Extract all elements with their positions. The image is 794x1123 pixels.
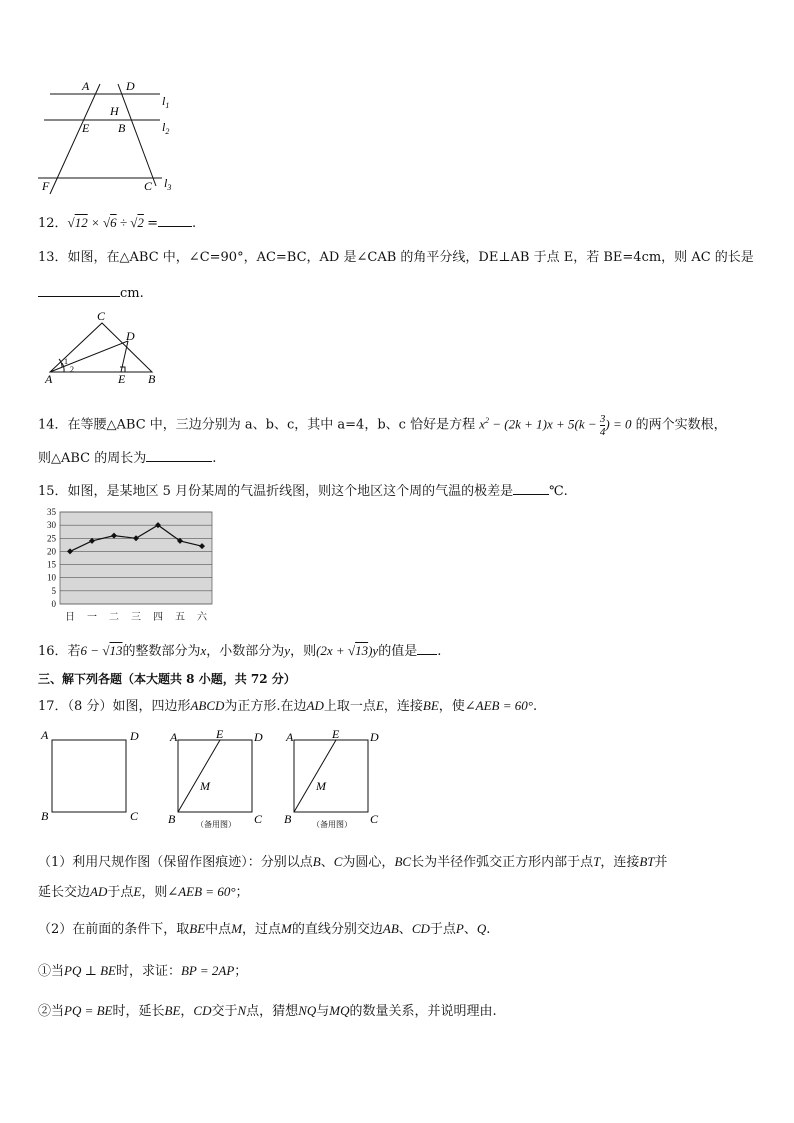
q14-answer-blank[interactable]	[146, 447, 212, 462]
square-figure-backup-1	[166, 728, 272, 828]
label-D: D	[370, 730, 379, 744]
label-C: C	[370, 812, 379, 826]
y-tick-label: 25	[47, 533, 56, 544]
label-l2: $l_2$	[162, 120, 170, 136]
question-17-part2: （2）在前面的条件下，取BE中点M，过点M的直线分别交边AB、CD于点P、Q.	[38, 921, 491, 937]
question-17-part1-line2: 延长交边AD于点E，则∠AEB = 60°；	[38, 884, 249, 900]
segment-DC	[118, 84, 156, 186]
question-12: 12．√12 × √6 ÷ √2 = .	[38, 212, 196, 233]
question-13-line2: cm.	[38, 282, 144, 303]
label-D: D	[254, 730, 263, 744]
label-angle-1: 1	[64, 357, 68, 366]
label-C: C	[97, 310, 106, 323]
label-B: B	[118, 121, 126, 135]
label-l1: $l_1$	[162, 94, 170, 110]
y-tick-label: 15	[47, 559, 56, 570]
label-E: E	[332, 728, 340, 741]
square-abcd	[294, 740, 368, 812]
x-tick-label: 三	[131, 612, 141, 623]
square-figure-main	[38, 728, 148, 826]
y-tick-label: 0	[51, 599, 56, 609]
label-A: A	[82, 79, 90, 93]
x-tick-label: 日	[65, 612, 75, 623]
q13-answer-blank[interactable]	[38, 282, 120, 297]
x-tick-label: 四	[153, 612, 163, 623]
question-17-part1-line1: （1）利用尺规作图（保留作图痕迹）：分别以点B、C为圆心，BC长为半径作弧交正方形内部于点T，连接BT并	[38, 854, 668, 870]
y-tick-label: 30	[47, 520, 56, 531]
x-tick-label: 六	[197, 612, 207, 623]
backup-caption: （备用图）	[312, 820, 352, 828]
q12-expression: √12 × √6 ÷ √2	[67, 215, 144, 230]
question-15: 15．如图，是某地区 5 月份某周的气温折线图，则这个地区这个周的气温的极差是 ℃.	[38, 480, 568, 501]
label-H: H	[110, 104, 119, 118]
label-A: A	[286, 730, 294, 744]
label-D: D	[126, 79, 135, 93]
y-tick-label: 20	[47, 546, 56, 557]
question-14-line2: 则△ABC 的周长为 .	[38, 447, 216, 468]
label-l3: $l_3$	[164, 176, 172, 192]
label-angle-2: 2	[70, 365, 74, 374]
label-B: B	[284, 812, 292, 826]
label-C: C	[130, 809, 139, 823]
label-B: B	[168, 812, 176, 826]
temperature-line-chart	[36, 504, 216, 626]
label-C: C	[254, 812, 263, 826]
triangle-abc-figure	[42, 310, 167, 386]
x-tick-label: 一	[87, 612, 97, 623]
x-tick-label: 五	[175, 612, 185, 623]
y-tick-label: 5	[51, 585, 56, 596]
question-17-intro: 17．（8 分）如图，四边形ABCD为正方形.在边AD上取一点E，连接BE，使∠AEB = 60°.	[38, 698, 538, 714]
label-B: B	[148, 372, 156, 386]
label-F: F	[42, 179, 50, 193]
backup-caption: （备用图）	[196, 820, 236, 828]
question-17-case1: ①当PQ ⊥ BE时，求证：BP = 2AP；	[38, 963, 248, 979]
segment-BE	[294, 740, 336, 812]
label-M: M	[316, 779, 326, 793]
q15-answer-blank[interactable]	[513, 480, 549, 495]
question-16: 16．若6 − √13的整数部分为x，小数部分为y，则(2x + √13)y的值是 .	[38, 640, 441, 661]
label-D: D	[130, 729, 139, 743]
question-14-line1: 14．在等腰△ABC 中，三边分别为 a、b、c，其中 a=4，b、c 恰好是方程 $x^2 - (2k + 1)x + 5(k$ − $\frac{3}{4}$ ) = 0 的两个实数根，	[38, 412, 727, 438]
label-B: B	[41, 809, 49, 823]
label-E: E	[118, 372, 126, 386]
segment-BE	[178, 740, 220, 812]
square-abcd	[178, 740, 252, 812]
y-tick-label: 35	[47, 507, 56, 517]
segment-AD	[50, 341, 128, 372]
label-E: E	[216, 728, 224, 741]
question-17-case2: ②当PQ = BE时，延长BE，CD交于N点，猜想NQ与MQ的数量关系，并说明理由.	[38, 1003, 497, 1019]
parallel-lines-figure	[38, 78, 188, 196]
label-A: A	[41, 728, 49, 742]
section-3-title: 三、解下列各题（本大题共 8 小题，共 72 分）	[38, 672, 296, 686]
question-13-line1: 13．如图，在△ABC 中，∠C=90°，AC=BC，AD 是∠CAB 的角平分线，DE⊥AB 于点 E，若 BE=4cm，则 AC 的长是	[38, 250, 754, 265]
plot-area	[60, 512, 212, 604]
q12-answer-blank[interactable]	[158, 212, 192, 227]
q16-answer-blank[interactable]	[417, 640, 437, 655]
q14-equation: $x^2 - (2k + 1)x + 5(k$ − $\frac{3}{4}$ ) = 0	[479, 412, 632, 438]
y-tick-label: 10	[47, 572, 56, 583]
label-A: A	[45, 372, 53, 386]
label-A: A	[170, 730, 178, 744]
label-M: M	[200, 779, 210, 793]
label-D: D	[126, 329, 135, 343]
square-figure-backup-2	[282, 728, 388, 828]
label-E: E	[82, 121, 90, 135]
square-abcd	[52, 740, 126, 812]
x-tick-label: 二	[109, 612, 119, 623]
label-C: C	[144, 179, 153, 193]
